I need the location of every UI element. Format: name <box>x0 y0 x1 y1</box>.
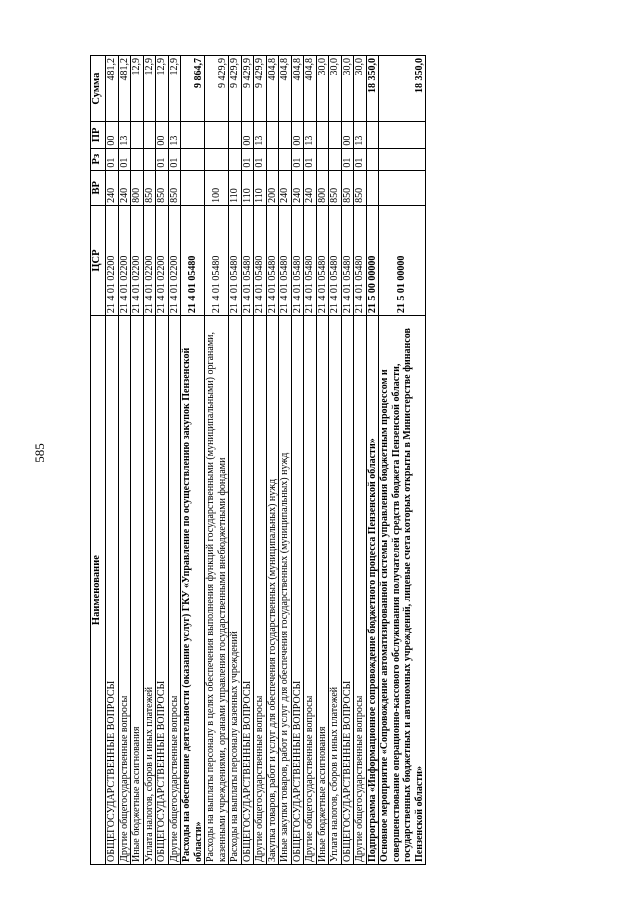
cell-pr: 13 <box>168 122 181 148</box>
cell-rz: 01 <box>241 148 254 170</box>
cell-vr: 850 <box>156 170 169 205</box>
cell-rz <box>143 148 156 170</box>
cell-name: Другие общегосударственные вопросы <box>168 316 181 865</box>
cell-vr: 850 <box>143 170 156 205</box>
cell-sum: 12,9 <box>143 56 156 122</box>
cell-vr: 240 <box>291 170 304 205</box>
cell-sum: 12,9 <box>156 56 169 122</box>
cell-vr: 850 <box>354 170 367 205</box>
cell-name: Подпрограмма «Информационное сопровождение бюджетного процесса Пензенской области» <box>366 316 379 865</box>
cell-csr: 21 4 01 02200 <box>131 205 144 315</box>
cell-rz: 01 <box>304 148 317 170</box>
table-row <box>379 56 426 865</box>
cell-csr: 21 4 01 05480 <box>279 205 292 315</box>
cell-pr <box>205 122 229 148</box>
page-number: 585 <box>32 443 47 463</box>
rotated-page-content <box>90 55 550 865</box>
cell-rz: 01 <box>291 148 304 170</box>
table-row <box>118 56 131 865</box>
cell-rz: 01 <box>156 148 169 170</box>
table-row <box>106 56 119 865</box>
cell-pr <box>379 122 426 148</box>
cell-vr: 200 <box>266 170 279 205</box>
cell-vr: 110 <box>229 170 242 205</box>
cell-name: ОБЩЕГОСУДАРСТВЕННЫЕ ВОПРОСЫ <box>106 316 119 865</box>
cell-sum: 9 429,9 <box>254 56 267 122</box>
cell-name: Расходы на обеспечение деятельности (оказание услуг) ГКУ «Управление по осуществлению закупок Пензенской области» <box>181 316 205 865</box>
header-csr: ЦСР <box>91 205 106 315</box>
cell-csr: 21 5 00 00000 <box>366 205 379 315</box>
table-row <box>168 56 181 865</box>
cell-name: ОБЩЕГОСУДАРСТВЕННЫЕ ВОПРОСЫ <box>156 316 169 865</box>
cell-pr <box>316 122 329 148</box>
cell-pr: 13 <box>354 122 367 148</box>
cell-rz: 01 <box>168 148 181 170</box>
table-row <box>316 56 329 865</box>
table-row <box>366 56 379 865</box>
table-row <box>143 56 156 865</box>
cell-name: ОБЩЕГОСУДАРСТВЕННЫЕ ВОПРОСЫ <box>241 316 254 865</box>
cell-csr: 21 4 01 05480 <box>341 205 354 315</box>
cell-pr <box>279 122 292 148</box>
cell-rz: 01 <box>106 148 119 170</box>
cell-sum: 18 350,0 <box>379 56 426 122</box>
cell-csr: 21 4 01 02200 <box>168 205 181 315</box>
table-row <box>181 56 205 865</box>
table-row <box>156 56 169 865</box>
cell-pr: 00 <box>156 122 169 148</box>
cell-name: Основное мероприятие «Сопровождение автоматизированной системы управления бюджетным процессом и совершенствование операционно-кассового обслуживания получателей средств бюджета Пензенской области, государственных бюджетных и автономных учреждений, лицевые счета которых открыты в Министерстве финансов Пензенской области» <box>379 316 426 865</box>
table-row <box>304 56 317 865</box>
table-row <box>354 56 367 865</box>
cell-csr: 21 4 01 05480 <box>291 205 304 315</box>
cell-pr <box>266 122 279 148</box>
cell-csr: 21 4 01 05480 <box>354 205 367 315</box>
cell-sum: 18 350,0 <box>366 56 379 122</box>
cell-rz <box>279 148 292 170</box>
cell-pr <box>329 122 342 148</box>
cell-rz: 01 <box>118 148 131 170</box>
cell-csr: 21 4 01 02200 <box>143 205 156 315</box>
table-row <box>205 56 229 865</box>
cell-name: Расходы на выплаты персоналу казенных учреждений <box>229 316 242 865</box>
cell-vr: 800 <box>131 170 144 205</box>
cell-rz <box>329 148 342 170</box>
cell-pr <box>131 122 144 148</box>
cell-name: Уплата налогов, сборов и иных платежей <box>143 316 156 865</box>
cell-vr: 240 <box>106 170 119 205</box>
cell-csr: 21 4 01 05480 <box>329 205 342 315</box>
cell-pr: 13 <box>254 122 267 148</box>
cell-vr: 110 <box>241 170 254 205</box>
header-name: Наименование <box>91 316 106 865</box>
cell-rz <box>379 148 426 170</box>
cell-sum: 481,2 <box>106 56 119 122</box>
cell-csr: 21 4 01 05480 <box>205 205 229 315</box>
cell-csr: 21 4 01 02200 <box>118 205 131 315</box>
cell-vr <box>366 170 379 205</box>
cell-pr: 00 <box>106 122 119 148</box>
cell-rz: 01 <box>354 148 367 170</box>
cell-vr: 240 <box>279 170 292 205</box>
cell-csr: 21 4 01 05480 <box>181 205 205 315</box>
cell-csr: 21 4 01 05480 <box>266 205 279 315</box>
cell-sum: 9 429,9 <box>229 56 242 122</box>
cell-sum: 9 864,7 <box>181 56 205 122</box>
cell-name: Другие общегосударственные вопросы <box>254 316 267 865</box>
table-row <box>241 56 254 865</box>
cell-rz <box>205 148 229 170</box>
cell-sum: 12,9 <box>131 56 144 122</box>
cell-name: Другие общегосударственные вопросы <box>118 316 131 865</box>
cell-vr: 240 <box>118 170 131 205</box>
cell-sum: 404,8 <box>304 56 317 122</box>
cell-csr: 21 4 01 02200 <box>156 205 169 315</box>
header-sum: Сумма <box>91 56 106 122</box>
cell-name: Другие общегосударственные вопросы <box>304 316 317 865</box>
cell-csr: 21 4 01 02200 <box>106 205 119 315</box>
cell-vr <box>379 170 426 205</box>
table-row <box>131 56 144 865</box>
cell-rz: 01 <box>341 148 354 170</box>
cell-name: Уплата налогов, сборов и иных платежей <box>329 316 342 865</box>
cell-sum: 481,2 <box>118 56 131 122</box>
cell-csr: 21 4 01 05480 <box>241 205 254 315</box>
cell-vr: 240 <box>304 170 317 205</box>
cell-rz: 01 <box>254 148 267 170</box>
budget-table <box>90 55 426 865</box>
cell-sum: 9 429,9 <box>241 56 254 122</box>
table-row <box>329 56 342 865</box>
cell-name: Иные бюджетные ассигнования <box>131 316 144 865</box>
cell-sum: 404,8 <box>266 56 279 122</box>
table-body <box>106 56 426 865</box>
cell-csr: 21 5 01 00000 <box>379 205 426 315</box>
cell-name: ОБЩЕГОСУДАРСТВЕННЫЕ ВОПРОСЫ <box>291 316 304 865</box>
cell-sum: 30,0 <box>341 56 354 122</box>
header-pr: ПР <box>91 122 106 148</box>
cell-rz <box>366 148 379 170</box>
cell-csr: 21 4 01 05480 <box>229 205 242 315</box>
cell-name: ОБЩЕГОСУДАРСТВЕННЫЕ ВОПРОСЫ <box>341 316 354 865</box>
cell-pr: 00 <box>241 122 254 148</box>
cell-pr: 13 <box>118 122 131 148</box>
cell-csr: 21 4 01 05480 <box>254 205 267 315</box>
cell-sum: 404,8 <box>291 56 304 122</box>
cell-pr <box>143 122 156 148</box>
cell-vr: 850 <box>329 170 342 205</box>
cell-name: Закупка товаров, работ и услуг для обеспечения государственных (муниципальных) нужд <box>266 316 279 865</box>
table-row <box>266 56 279 865</box>
cell-rz <box>181 148 205 170</box>
table-row <box>229 56 242 865</box>
cell-pr: 00 <box>291 122 304 148</box>
cell-name: Расходы на выплаты персоналу в целях обеспечения выполнения функций государственными (муниципальными) органами, казенными учреждениями, органами управления государственными внебюджетными фондами <box>205 316 229 865</box>
table-row <box>341 56 354 865</box>
cell-pr <box>181 122 205 148</box>
cell-pr: 13 <box>304 122 317 148</box>
cell-sum: 404,8 <box>279 56 292 122</box>
cell-sum: 30,0 <box>354 56 367 122</box>
cell-vr: 850 <box>168 170 181 205</box>
cell-name: Иные закупки товаров, работ и услуг для обеспечения государственных (муниципальных) нужд <box>279 316 292 865</box>
cell-rz <box>229 148 242 170</box>
cell-rz <box>316 148 329 170</box>
table-header-row <box>91 56 106 865</box>
cell-csr: 21 4 01 05480 <box>316 205 329 315</box>
cell-sum: 9 429,9 <box>205 56 229 122</box>
cell-vr: 100 <box>205 170 229 205</box>
cell-sum: 30,0 <box>329 56 342 122</box>
cell-vr <box>181 170 205 205</box>
cell-rz <box>266 148 279 170</box>
cell-rz <box>131 148 144 170</box>
header-vr: ВР <box>91 170 106 205</box>
cell-vr: 800 <box>316 170 329 205</box>
cell-pr <box>229 122 242 148</box>
table-row <box>279 56 292 865</box>
table-row <box>291 56 304 865</box>
header-rz: Рз <box>91 148 106 170</box>
cell-pr: 00 <box>341 122 354 148</box>
cell-name: Иные бюджетные ассигнования <box>316 316 329 865</box>
cell-pr <box>366 122 379 148</box>
cell-sum: 30,0 <box>316 56 329 122</box>
table-row <box>254 56 267 865</box>
cell-csr: 21 4 01 05480 <box>304 205 317 315</box>
cell-vr: 110 <box>254 170 267 205</box>
cell-name: Другие общегосударственные вопросы <box>354 316 367 865</box>
cell-sum: 12,9 <box>168 56 181 122</box>
cell-vr: 850 <box>341 170 354 205</box>
